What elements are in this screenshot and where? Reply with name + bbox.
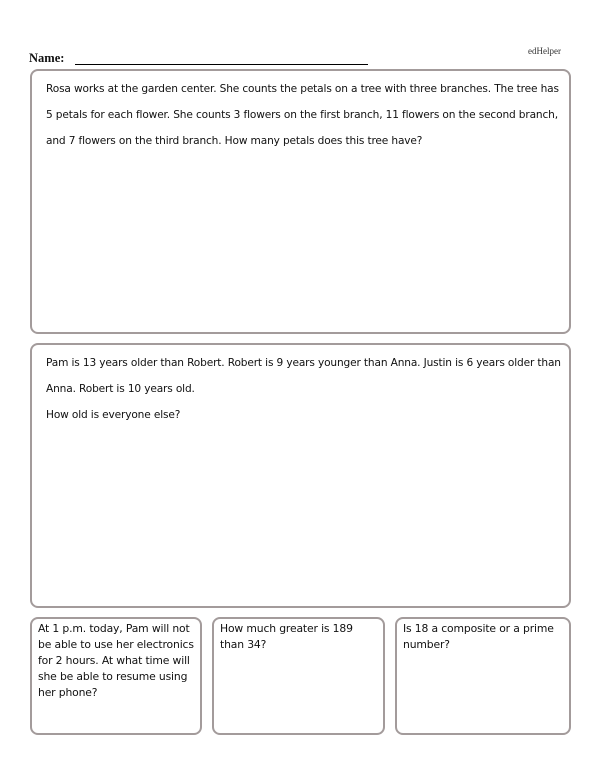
problem-text-3: At 1 p.m. today, Pam will not be able to use her electronics for 2 hours. At what time will she be able to resume using her phone? (38, 622, 194, 699)
problem-statement-2: Pam is 13 years older than Robert. Robert is 9 years younger than Anna. Justin is 6 years older than Anna. Robert is 10 years old. (46, 357, 561, 395)
problem-box-5[interactable] (395, 617, 571, 735)
problem-text-5: Is 18 a composite or a prime number? (403, 622, 554, 651)
name-label: Name: (29, 51, 65, 65)
problem-text-1: Rosa works at the garden center. She counts the petals on a tree with three branches. The tree has 5 petals for each flower. She counts 3 flowers on the first branch, 11 flowers on the second branch, and 7 flowers on the third branch. How many petals does this tree have? (46, 83, 559, 147)
problem-box-4[interactable] (212, 617, 385, 735)
problem-box-3[interactable] (30, 617, 202, 735)
problem-text-4: How much greater is 189 than 34? (220, 622, 353, 651)
problem-text-2 (46, 350, 561, 428)
name-input-line[interactable] (75, 64, 368, 65)
problem-box-2[interactable] (30, 343, 571, 608)
brand-label: edHelper (528, 46, 561, 56)
problem-question-2: How old is everyone else? (46, 409, 181, 421)
problem-box-1[interactable] (30, 69, 571, 334)
